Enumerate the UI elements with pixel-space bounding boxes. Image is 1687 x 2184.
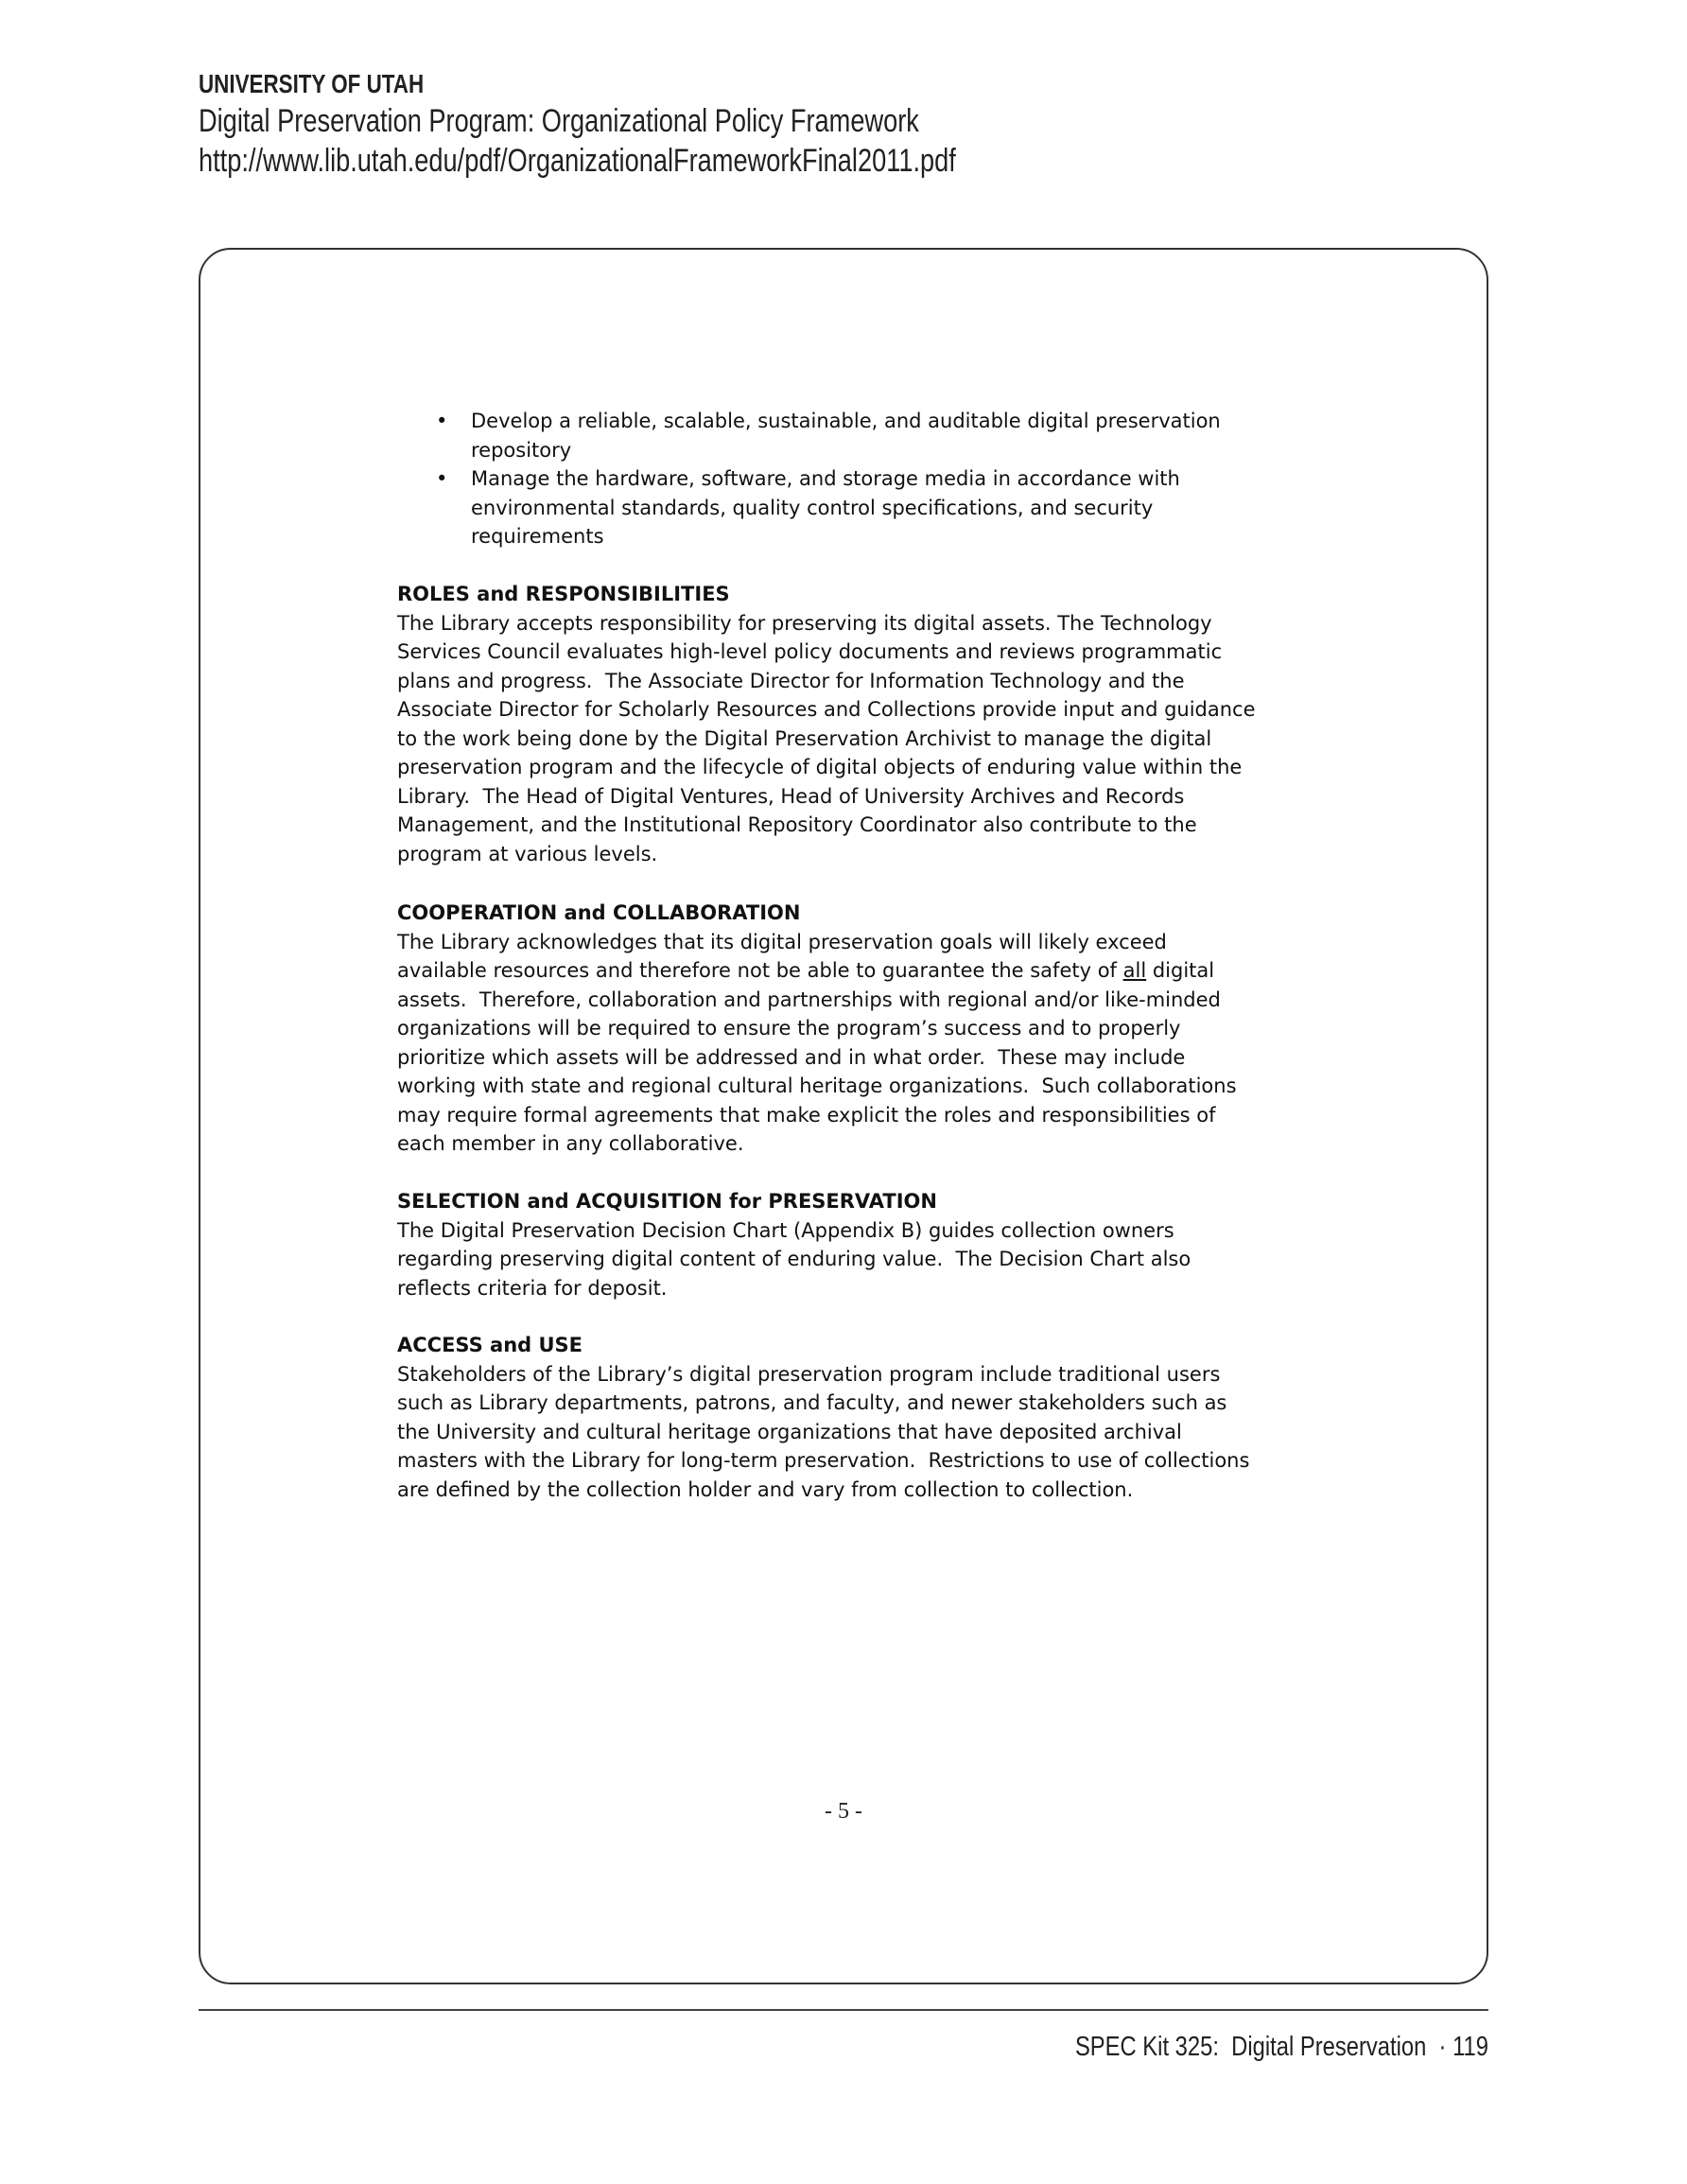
emphasized-word: all: [1122, 959, 1147, 982]
text-line: program at various levels.: [397, 842, 658, 865]
document-title: Digital Preservation Program: Organizational Policy Framework: [199, 103, 919, 139]
text-line: Associate Director for Scholarly Resources and Collections provide input and guidance: [397, 698, 1256, 721]
text-line: reflects criteria for deposit.: [397, 1276, 668, 1300]
text-line: Develop a reliable, scalable, sustainable, and auditable digital preservation: [471, 410, 1221, 432]
text-line: working with state and regional cultural heritage organizations. Such collaborations: [397, 1075, 1237, 1097]
text-line: environmental standards, quality control specifications, and security: [471, 496, 1154, 519]
text-line: repository: [471, 438, 572, 462]
text-segment: available resources and therefore not be able to guarantee the safety of: [397, 959, 1123, 982]
section-heading: COOPERATION and COLLABORATION: [397, 901, 801, 924]
text-line: masters with the Library for long-term preservation. Restrictions to use of collections: [397, 1449, 1250, 1472]
text-line: The Digital Preservation Decision Chart (Appendix B) guides collection owners: [397, 1218, 1174, 1242]
text-line: Library. The Head of Digital Ventures, Head of University Archives and Records: [397, 784, 1185, 808]
text-line: the University and cultural heritage organizations that have deposited archival: [397, 1420, 1182, 1443]
text-line: Management, and the Institutional Repository Coordinator also contribute to the: [397, 813, 1197, 836]
text-line: organizations will be required to ensure the program’s success and to properly: [397, 1017, 1181, 1040]
text-line: [397, 956, 1237, 986]
section-heading: SELECTION and ACQUISITION for PRESERVATION: [397, 1190, 937, 1213]
text-line: The Library accepts responsibility for preserving its digital assets. The Technology: [397, 611, 1212, 635]
section-heading: ROLES and RESPONSIBILITIES: [397, 583, 730, 605]
section-access: [397, 1331, 1249, 1504]
text-line: prioritize which assets will be addressed and in what order. These may include: [397, 1045, 1186, 1069]
list-item: [436, 407, 1221, 464]
text-line: Manage the hardware, software, and storage media in accordance with: [471, 467, 1180, 490]
footer-text: SPEC Kit 325: Digital Preservation · 119: [1074, 2032, 1488, 2062]
text-line: plans and progress. The Associate Director for Information Technology and the: [397, 669, 1185, 692]
bullet-icon: •: [436, 467, 448, 490]
section-cooperation: [397, 899, 1237, 1159]
text-line: preservation program and the lifecycle of digital objects of enduring value within the: [397, 756, 1243, 778]
text-segment: digital: [1146, 959, 1215, 982]
source-url: http://www.lib.utah.edu/pdf/OrganizationalFrameworkFinal2011.pdf: [199, 143, 956, 179]
text-line: each member in any collaborative.: [397, 1132, 744, 1155]
text-line: assets. Therefore, collaboration and partnerships with regional and/or like-minded: [397, 987, 1221, 1011]
text-line: are defined by the collection holder and vary from collection to collection.: [397, 1477, 1134, 1501]
text-line: such as Library departments, patrons, and faculty, and newer stakeholders such as: [397, 1391, 1227, 1414]
section-roles: [397, 580, 1256, 868]
text-line: Services Council evaluates high-level policy documents and reviews programmatic: [397, 640, 1223, 663]
text-line: regarding preserving digital content of enduring value. The Decision Chart also: [397, 1248, 1191, 1270]
text-line: Stakeholders of the Library’s digital preservation program include traditional users: [397, 1362, 1221, 1386]
text-line: to the work being done by the Digital Preservation Archivist to manage the digital: [397, 726, 1212, 750]
section-heading: ACCESS and USE: [397, 1334, 583, 1356]
footer-divider: [199, 2009, 1488, 2011]
institution-heading: UNIVERSITY OF UTAH: [199, 69, 425, 98]
text-line: may require formal agreements that make explicit the roles and responsibilities of: [397, 1103, 1216, 1127]
text-line: requirements: [471, 525, 604, 548]
section-selection: [397, 1187, 1191, 1302]
list-item: [436, 464, 1221, 551]
text-line: The Library acknowledges that its digital preservation goals will likely exceed: [397, 930, 1167, 953]
page-number: - 5 -: [825, 1799, 862, 1824]
bullet-icon: •: [436, 410, 448, 432]
bullet-list: [436, 407, 1221, 551]
